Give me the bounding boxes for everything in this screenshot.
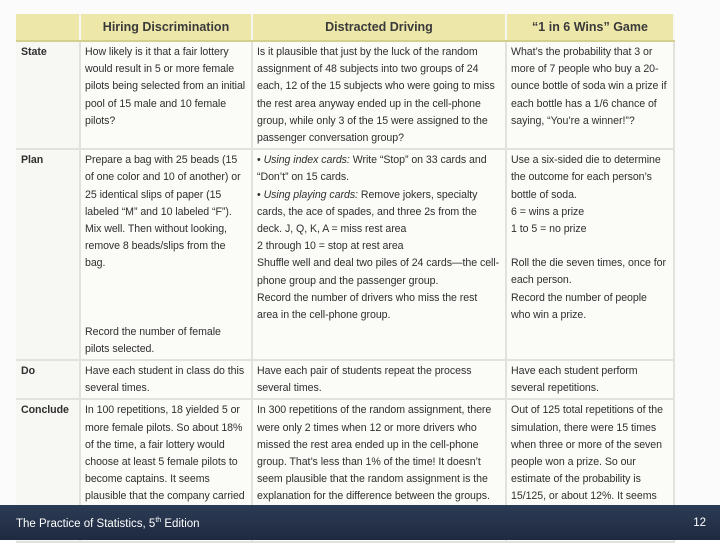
cell-text: What’s the probability that 3 or more of 7 people who buy a 20-ounce bottle of soda win a prize if each bottle has a 1/6 chance of saying, “You’re a winner!”? <box>511 46 667 127</box>
table-row-state <box>16 41 674 149</box>
simulation-comparison-table <box>16 14 675 543</box>
bullet-lead-in: Using index cards: <box>263 154 350 167</box>
cell-text: How likely is it that a fair lottery would result in 5 or more female pilots being selected from an initial pool of 15 male and 10 female pilots? <box>85 46 246 127</box>
footer-title-superscript: th <box>155 517 162 524</box>
cell-text: Record the number of people who win a prize. <box>511 291 647 321</box>
cell-spacer <box>85 290 247 307</box>
row-label-state: State <box>16 41 80 149</box>
row-label-plan: Plan <box>16 149 80 360</box>
table-header-row <box>16 14 674 41</box>
cell-state-hiring <box>80 41 252 149</box>
cell-text-index-cards: • Using index cards: Write “Stop” on 33 cards and “Don’t” on 15 cards. <box>257 152 501 186</box>
footer-title-prefix: The Practice of Statistics, 5 <box>16 517 156 530</box>
table-row-plan <box>16 149 674 360</box>
cell-text: Prepare a bag with 25 beads (15 of one color and 10 of another) or 25 identical slips of paper (15 labeled “M” and 10 labeled “F”). Mix well. Then without looking, remove 8 beads/slips from the bag. <box>85 154 241 270</box>
cell-plan-hiring <box>80 149 252 360</box>
table-row-do <box>16 360 674 399</box>
cell-spacer <box>85 307 247 324</box>
cell-text: 1 to 5 = no prize <box>511 223 587 236</box>
footer-title-suffix: Edition <box>161 517 200 530</box>
cell-text: Out of 125 total repetitions of the simulation, there were 15 times when three or more of the seven people won a prize. So our estimate of the probability is 15/125, or about 12%. It seems <box>511 404 663 503</box>
cell-text: In 100 repetitions, 18 yielded 5 or more female pilots. So about 18% of the time, a fair lottery would choose at least 5 female pilots to become captains. It seems plausible that the company carried <box>85 404 245 503</box>
cell-state-driving <box>252 41 506 149</box>
cell-do-game <box>506 360 674 399</box>
cell-text: Roll the die seven times, once for each person. <box>511 257 666 287</box>
cell-spacer <box>511 238 669 255</box>
slide-page-number: 12 <box>693 517 706 529</box>
cell-state-game <box>506 41 674 149</box>
cell-text: In 300 repetitions of the random assignment, there were only 2 times when 12 or more drivers who missed the rest area ended up in the cell-phone group. That’s less than 1% of the time! It doesn’t seem plausible that the random assignment is the explanation for the difference between the groups. <box>257 404 492 503</box>
cell-text: Record the number of female pilots selected. <box>85 325 221 355</box>
slide-footer-bar <box>0 505 720 540</box>
header-hiring-discrimination: Hiring Discrimination <box>80 14 252 41</box>
row-label-do: Do <box>16 360 80 399</box>
cell-text: Have each student in class do this several times. <box>85 365 245 395</box>
cell-plan-driving <box>252 149 506 360</box>
cell-text: Is it plausible that just by the luck of the random assignment of 48 subjects into two groups of 24 each, 12 of the 15 subjects who were going to miss the rest area anyway ended up in the cell-phone group, while only 3 of the 15 were assigned to the passenger conversation group? <box>257 46 495 145</box>
cell-do-driving <box>252 360 506 399</box>
cell-text: Have each pair of students repeat the process several times. <box>257 365 472 395</box>
cell-text: 2 through 10 = stop at rest area <box>257 240 404 253</box>
row-label-conclude: Conclude <box>16 399 80 542</box>
bullet-lead-in: Using playing cards: <box>263 188 358 201</box>
cell-spacer <box>85 273 247 290</box>
cell-do-hiring <box>80 360 252 399</box>
cell-text: Record the number of drivers who miss the rest area in the cell-phone group. <box>257 291 478 322</box>
header-1-in-6-wins-game: “1 in 6 Wins” Game <box>506 14 674 41</box>
cell-text-playing-cards: • Using playing cards: Remove jokers, specialty cards, the ace of spades, and three 2s from the deck. J, Q, K, A = miss rest area <box>257 187 501 239</box>
header-distracted-driving: Distracted Driving <box>252 14 506 41</box>
footer-book-title <box>16 517 200 530</box>
cell-plan-game <box>506 149 674 360</box>
cell-text: Shuffle well and deal two piles of 24 cards—the cell-phone group and the passenger group. <box>257 257 500 287</box>
header-corner <box>16 14 80 41</box>
cell-text: 6 = wins a prize <box>511 205 585 218</box>
cell-text: Use a six-sided die to determine the outcome for each person’s bottle of soda. <box>511 154 661 201</box>
cell-text: Have each student perform several repetitions. <box>511 365 638 395</box>
